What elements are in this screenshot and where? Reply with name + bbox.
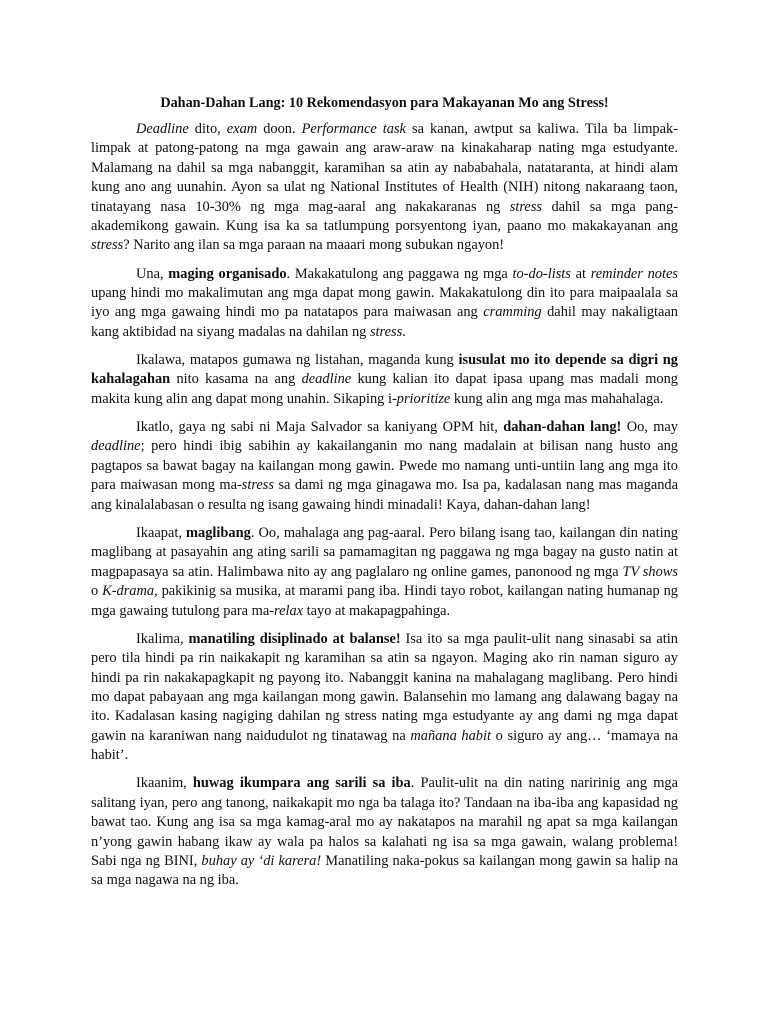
text-run: dahil may nakaligtaan kang aktibidad na siyang madalas na dahilan ng: [91, 304, 679, 340]
italic-text: prioritize: [396, 390, 451, 407]
italic-text: TV shows: [622, 563, 678, 580]
text-run: doon.: [257, 121, 302, 137]
text-run: Manatiling naka-pokus sa kailangan mong gawin sa halip na sa mga nagawa na ng iba.: [91, 853, 678, 889]
body-paragraph: [91, 774, 678, 890]
text-run: sa kanan, awtput sa kaliwa. Tila ba limpak-limpak at patong-patong na mga gawain ang araw-araw na kinakaharap nating mga estudyante. Malamang na dahil sa mga nabanggit, karamihan sa atin ay nababahala, natataranta, at hindi alam kung ano ang uunahin. Ayon sa ulat ng National Institutes of Health (NIH) nitong nakaraang taon, tinatayang nasa 10-30% ng mga mag-aaral ang nakakaranas ng: [91, 121, 678, 215]
italic-text: reminder notes: [590, 265, 678, 282]
italic-text: exam: [226, 121, 258, 137]
text-run: Ikaanim,: [136, 775, 193, 792]
italic-text: stress: [91, 237, 124, 254]
bold-text: maglibang: [186, 524, 251, 541]
text-run: tayo at makapagpahinga.: [303, 602, 451, 619]
text-run: ? Narito ang ilan sa mga paraan na maaari mong subukan ngayon!: [123, 237, 505, 254]
bold-text: isusulat mo ito depende sa digri ng kahalagahan: [91, 352, 678, 388]
bold-text: manatiling disiplinado at balanse!: [188, 630, 401, 647]
italic-text: stress: [509, 198, 543, 215]
document-body: [91, 120, 678, 891]
italic-text: relax: [274, 602, 304, 619]
text-run: Isa ito sa mga paulit-ulit nang sinasabi sa atin pero tila hindi pa rin naikakapit ng karamihan sa atin sa ngayon. Maging ako rin naman siguro ay hindi pa rin nakakapagkapit ng payong ito. Nabanggit kanina na mahalagang maglibang. Pero hindi mo dapat pabayaan ang mga kailangan mong gawin. Balansehin mo lamang ang dalawang bagay na ito. Kadalasan kasing nagiging dahilan ng stress nating mga estudyante ay ang dami ng mga dapat gawin na karaniwan nang naidudulot ng tinatawag na: [91, 630, 678, 744]
italic-text: stress: [241, 477, 275, 494]
italic-text: K-drama: [102, 583, 155, 600]
text-run: , pakikinig sa musika, at marami pang iba. Hindi tayo robot, kailangan nating humanap ng mga gawaing tutulong para ma-: [91, 583, 678, 619]
text-run: Ikatlo, gaya ng sabi ni Maja Salvador sa kaniyang OPM hit,: [136, 419, 504, 436]
text-run: . Paulit-ulit na din nating naririnig ang mga salitang iyan, pero ang tanong, naikakapit mo nga ba talaga ito? Tandaan na iba-iba ang kapasidad ng bawat tao. Kung ang isa sa mga kamag-aral mo ay nakatapos na marahil ng apat sa mga kailangan n’yong gawin habang ikaw ay wala pa halos sa kalahati ng isa sa mga gawain, walang problema! Sabi nga ng BINI,: [91, 775, 678, 869]
body-paragraph: [91, 418, 678, 515]
italic-text: buhay ay ‘di karera!: [201, 853, 322, 869]
text-run: sa dami ng mga ginagawa mo. Isa pa, kadalasan nang mas maganda ang kinalalabasan o resulta ng isang gawaing hindi minadali! Kaya, dahan-dahan lang!: [91, 477, 679, 513]
bold-text: dahan-dahan lang!: [503, 419, 622, 436]
italic-text: Performance task: [301, 121, 406, 137]
bold-text: huwag ikumpara ang sarili sa iba: [192, 775, 411, 792]
italic-text: mañana habit: [410, 727, 491, 744]
italic-text: deadline: [91, 438, 141, 455]
italic-text: stress: [369, 323, 403, 340]
text-run: ; pero hindi ibig sabihin ay kakailanganin mo nang madalain at bilisan nang husto ang pagtapos sa bawat bagay na kailangan mong gawin. Pwede mo namang unti-untiin lang ang mga ito para maiwasan mong ma-: [91, 438, 678, 494]
body-paragraph: [91, 630, 678, 766]
text-run: nito kasama na ang: [170, 371, 302, 388]
text-run: kung kalian ito dapat ipasa upang mas madali mong makita kung alin ang dapat mong unahin. Sikaping i-: [91, 371, 678, 407]
text-run: at: [570, 265, 591, 282]
italic-text: Deadline: [136, 121, 189, 137]
text-run: kung alin ang mga mas mahahalaga.: [450, 390, 664, 407]
text-run: upang hindi mo makalimutan ang mga dapat mong gawin. Makakatulong din ito para maipaalala sa iyo ang mga gawaing hindi mo pa natatapos para maiwasan ang: [91, 285, 678, 321]
text-run: o siguro ay ang… ‘mamaya na habit’.: [91, 727, 678, 764]
text-run: . Makakatulong ang paggawa ng mga: [286, 265, 513, 282]
italic-text: cramming: [483, 304, 542, 321]
text-run: Ikalawa, matapos gumawa ng listahan, maganda kung: [136, 352, 459, 369]
body-paragraph: [91, 351, 678, 409]
body-paragraph: [91, 524, 678, 621]
text-run: dahil sa mga pang-akademikong gawain. Kung isa ka sa tatlumpung porsyentong iyan, paano mo makakayanan ang: [91, 198, 678, 235]
document-title: Dahan-Dahan Lang: 10 Rekomendasyon para Makayanan Mo ang Stress!: [160, 95, 609, 111]
bold-text: maging organisado: [168, 265, 287, 282]
text-run: o: [91, 583, 103, 600]
text-run: Una,: [136, 265, 169, 282]
text-run: Ikaapat,: [136, 524, 187, 541]
text-run: Ikalima,: [136, 630, 189, 647]
text-run: Oo, may: [621, 419, 678, 436]
body-paragraph: [91, 120, 678, 256]
text-run: . Oo, mahalaga ang pag-aaral. Pero bilang isang tao, kailangan din nating maglibang at pasayahin ang ating sarili sa pamamagitan ng paggawa ng mga bagay na gusto natin at magpapasaya sa atin. Halimbawa nito ay ang paglalaro ng online games, panonood ng mga: [91, 524, 678, 580]
text-run: .: [402, 323, 406, 340]
italic-text: deadline: [301, 371, 352, 388]
body-paragraph: [91, 265, 678, 343]
text-run: dito,: [188, 121, 227, 137]
italic-text: to-do-lists: [512, 265, 571, 282]
